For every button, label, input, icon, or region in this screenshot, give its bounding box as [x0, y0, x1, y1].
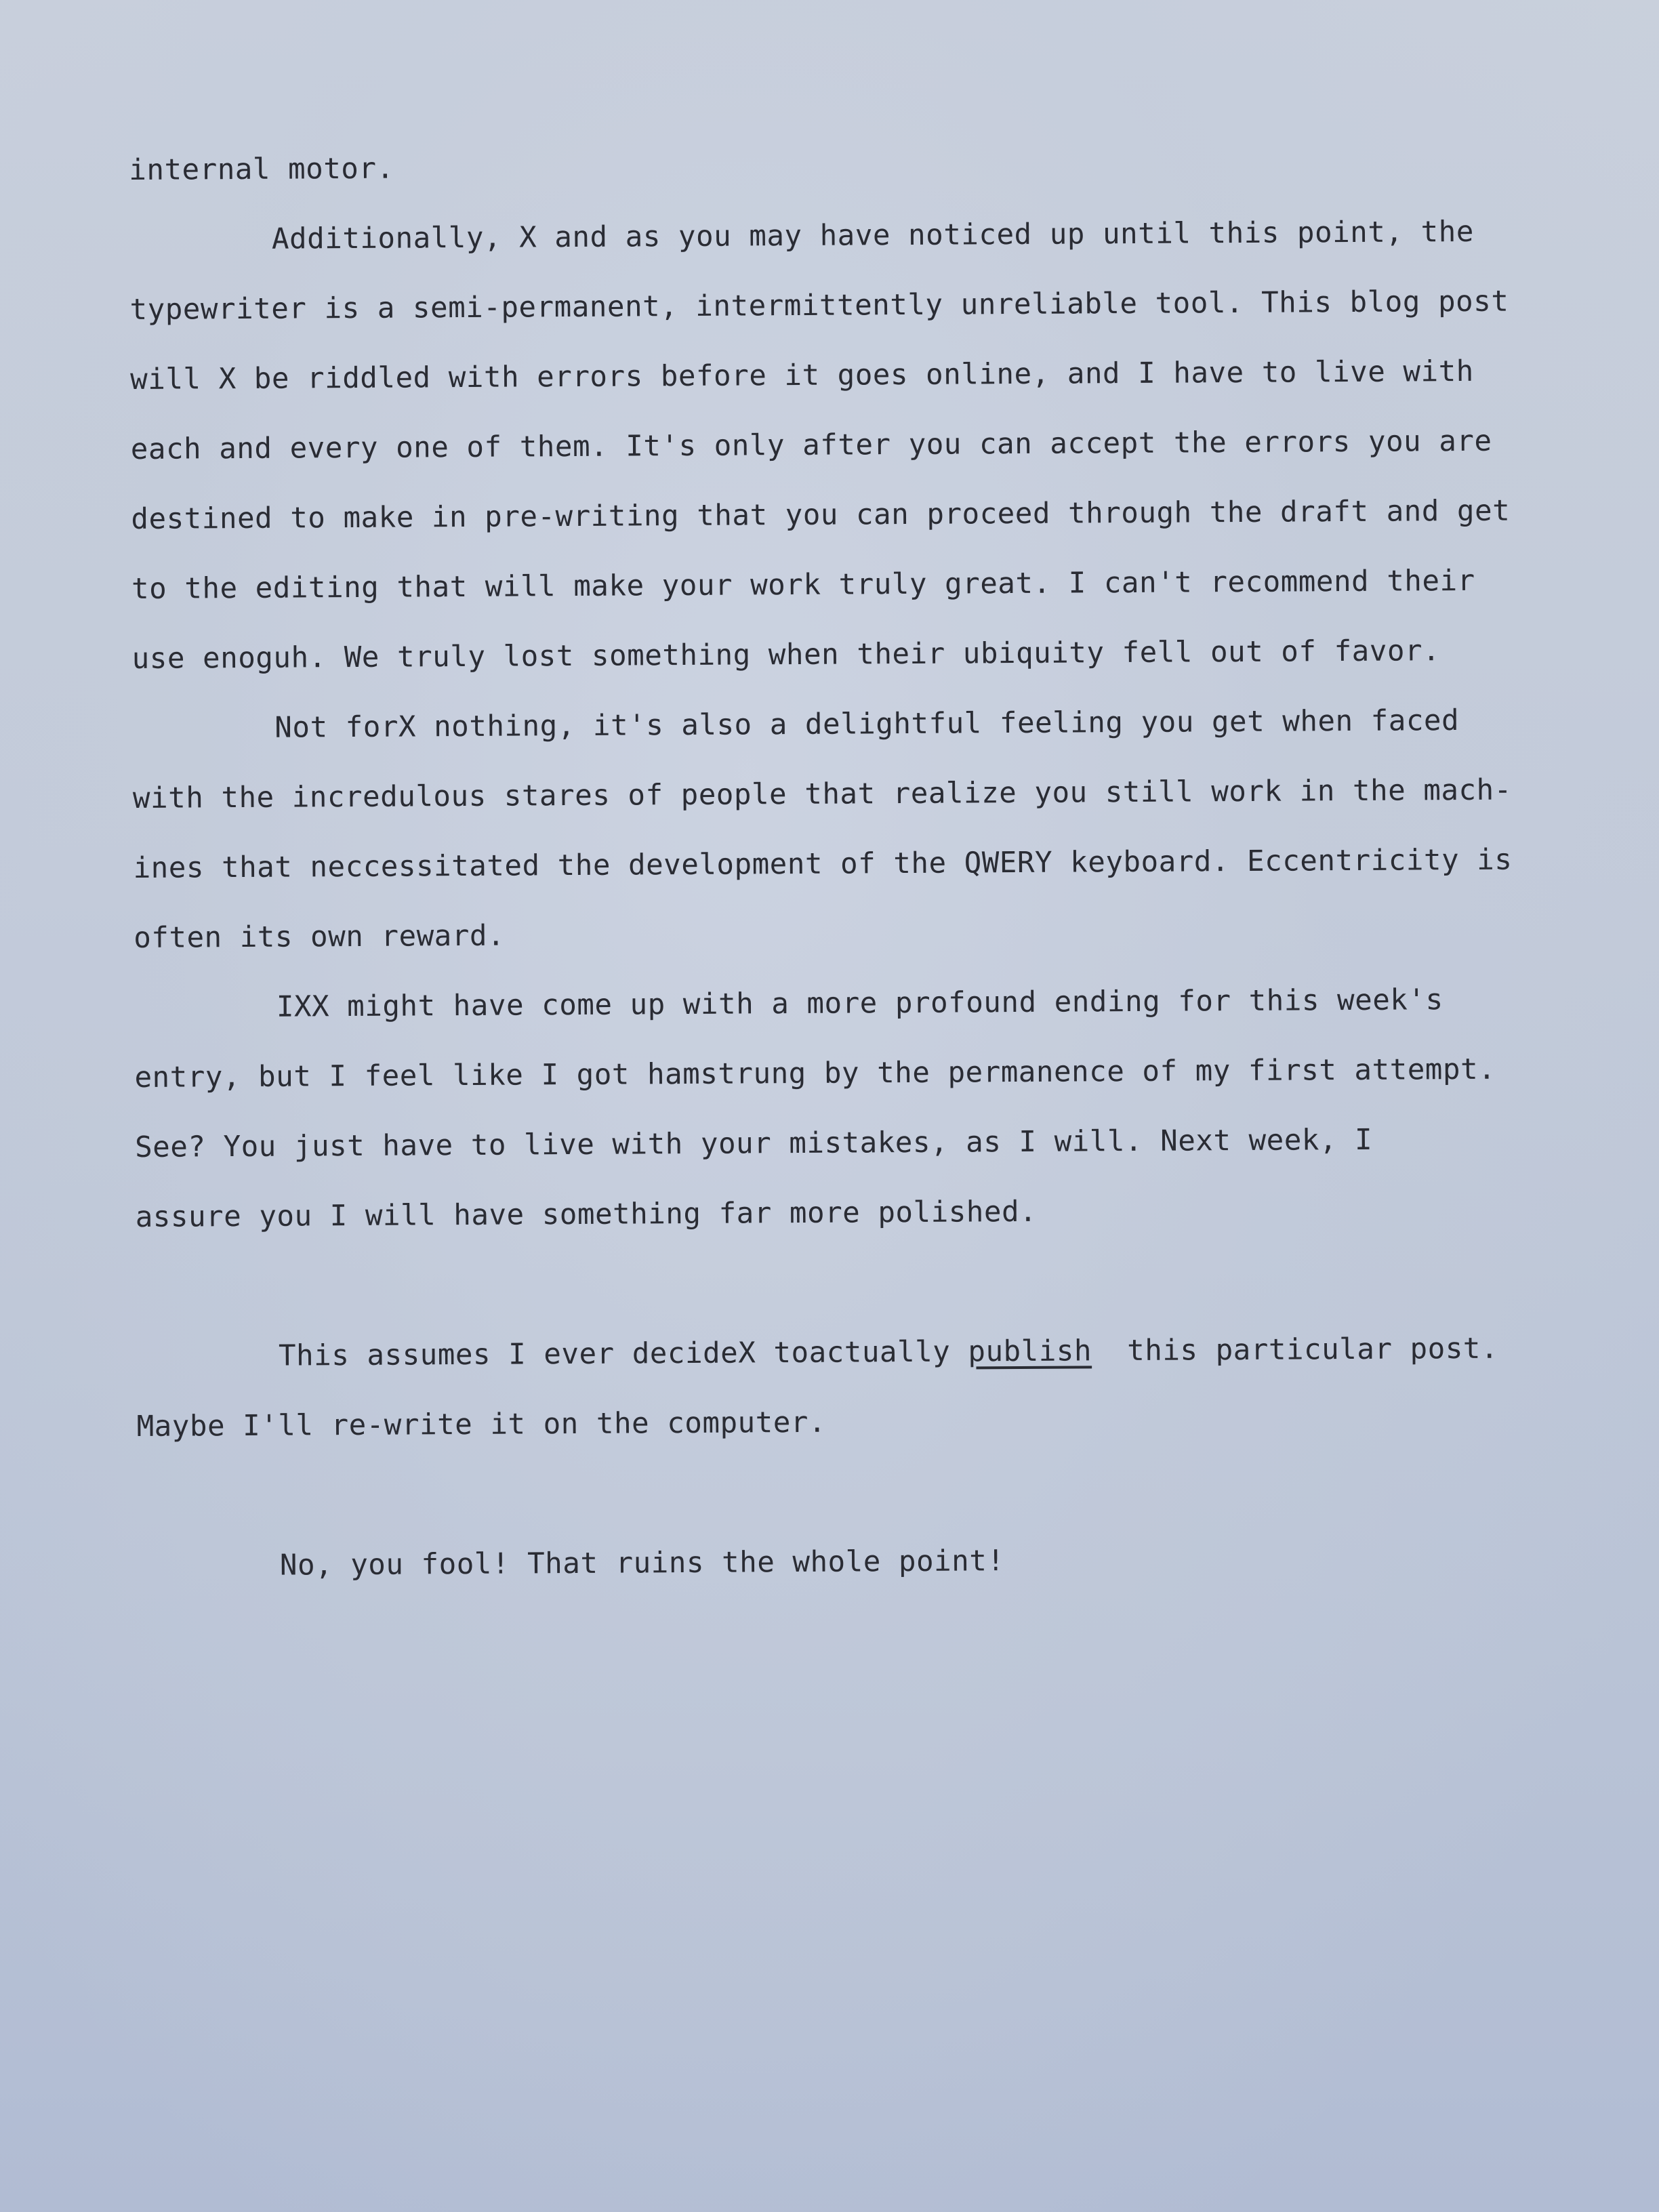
text-line: No, you fool! That ruins the whole point! — [279, 1544, 1005, 1582]
text-line: use enoguh. We truly lost something when their ubiquity fell out of favor. — [131, 634, 1441, 676]
text-line: internal motor. — [129, 152, 394, 187]
text-line: to the editing that will make your work truly great. I can't recommend their — [131, 564, 1475, 606]
text-line: See? You just have to live with your mistakes, as I will. Next week, I — [134, 1123, 1373, 1164]
underlined-word: publish — [968, 1334, 1092, 1369]
text-line: destined to make in pre-writing that you can proceed through the draft and get — [131, 494, 1511, 536]
blank-line — [136, 1244, 1525, 1322]
text-line: entry, but I feel like I got hamstrung by the permanence of my first attempt. — [134, 1052, 1496, 1094]
text-line: Maybe I'll re-write it on the computer. — [136, 1406, 827, 1443]
text-line: with the incredulous stares of people that realize you still work in the mach- — [132, 773, 1512, 815]
text-line: often its own reward. — [134, 919, 506, 955]
text-line: will X be riddled with errors before it goes online, and I have to live with — [130, 354, 1474, 396]
text-line: IXX might have come up with a more profound ending for this week's — [276, 983, 1443, 1024]
text-segment: This assumes I ever decideX toactually — [278, 1335, 968, 1373]
text-line: each and every one of them. It's only after you can accept the errors you are — [130, 424, 1492, 466]
text-line: ines that neccessitated the development of the QWERY keyboard. Eccentricity is — [133, 843, 1513, 885]
text-line — [136, 1313, 1526, 1392]
text-line: Additionally, X and as you may have noticed up until this point, the — [271, 215, 1474, 256]
typewritten-text — [129, 127, 1527, 1601]
text-line: assure you I will have something far more polished. — [135, 1195, 1038, 1234]
text-line: typewriter is a semi-permanent, intermittently unreliable tool. This blog post — [129, 285, 1509, 327]
text-segment: this particular post. — [1091, 1332, 1499, 1368]
text-line: Not forX nothing, it's also a delightful feeling you get when faced — [274, 704, 1460, 745]
blank-line — [137, 1453, 1527, 1532]
